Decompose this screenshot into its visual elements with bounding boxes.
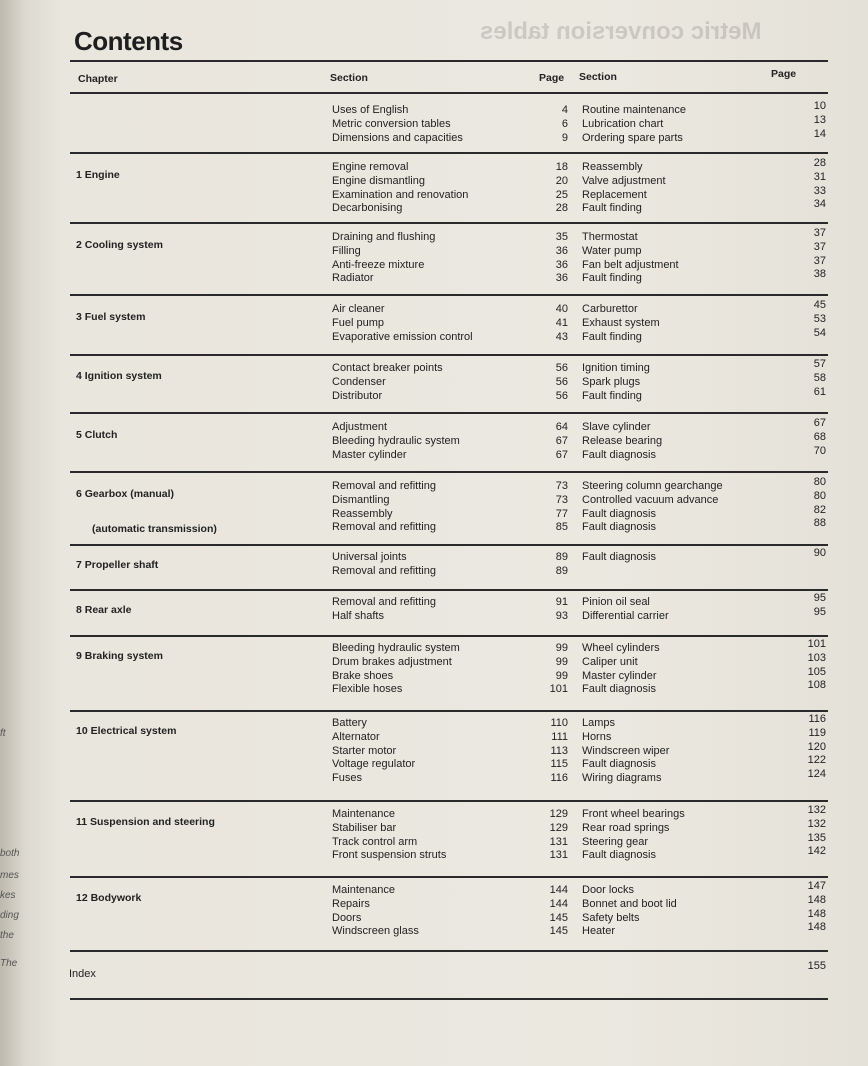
left-page-entry: 144: [549, 897, 568, 910]
chapter-title: 3 Fuel system: [76, 311, 146, 323]
left-page-entry: 115: [550, 758, 568, 771]
right-page-entry: 28: [813, 157, 826, 169]
right-page-entry: 132: [807, 817, 826, 830]
right-section-entry: Caliper unit: [582, 655, 638, 668]
right-page: [760, 100, 826, 141]
left-page-entry: 101: [549, 683, 568, 696]
left-section-entry: Air cleaner: [332, 303, 385, 315]
left-section-entry: Flexible hoses: [332, 683, 403, 696]
left-page-entry: 111: [551, 730, 568, 743]
chapter-title: 6 Gearbox (manual): [76, 488, 175, 500]
left-section-entry: Distributor: [332, 389, 383, 402]
right-page-entry: 132: [807, 804, 826, 816]
chapter-title: 11 Suspension and steering: [76, 816, 215, 828]
right-section: [582, 231, 679, 286]
left-section: [332, 808, 446, 863]
left-section-entry: Maintenance: [332, 884, 395, 896]
left-page-entry: 73: [555, 480, 568, 492]
left-page-entry: 91: [555, 596, 568, 608]
left-section-entry: Radiator: [332, 272, 374, 285]
right-page-entry: 37: [813, 240, 826, 253]
left-section-entry: Evaporative emission control: [332, 330, 473, 343]
bleed-fragment: both: [0, 848, 20, 859]
right-section-entry: Fault diagnosis: [582, 551, 656, 563]
left-page-entry: 28: [555, 202, 568, 215]
left-section-entry: Reassembly: [332, 507, 393, 520]
left-page: [532, 808, 568, 863]
left-page-entry: 36: [555, 244, 568, 257]
left-page-entry: 56: [555, 389, 568, 402]
left-section-entry: Filling: [332, 244, 361, 257]
left-page: [532, 362, 568, 403]
left-section: [332, 421, 460, 462]
left-section: [332, 480, 436, 535]
right-page-entry: 37: [813, 254, 826, 267]
right-section: [582, 551, 656, 565]
left-page-entry: 40: [555, 303, 568, 315]
right-section-entry: Front wheel bearings: [582, 808, 685, 820]
bleed-fragment: kes: [0, 890, 16, 901]
right-page-entry: 148: [807, 893, 826, 906]
bleed-fragment: mes: [0, 870, 19, 881]
left-page: [532, 480, 568, 535]
left-page-entry: 67: [555, 448, 568, 461]
left-page: [532, 884, 568, 939]
left-section-entry: Draining and flushing: [332, 231, 436, 243]
right-page-entry: 34: [813, 198, 826, 211]
chapter-rule: [70, 589, 828, 591]
right-section-entry: Bonnet and boot lid: [582, 897, 677, 910]
left-page: [532, 231, 568, 286]
right-page-entry: 70: [813, 444, 826, 457]
left-section-entry: Dimensions and capacities: [332, 131, 463, 144]
right-page-entry: 33: [813, 184, 826, 197]
chapter-rule: [70, 876, 828, 878]
right-section: [582, 362, 650, 403]
right-section: [582, 421, 662, 462]
right-section: [582, 161, 666, 216]
right-section: [582, 303, 660, 344]
left-section-entry: Maintenance: [332, 808, 395, 820]
right-page-entry: 38: [813, 268, 826, 281]
right-page-entry: 13: [813, 113, 826, 126]
right-section-entry: Pinion oil seal: [582, 596, 650, 608]
left-section-entry: Dismantling: [332, 493, 390, 506]
right-section-entry: Valve adjustment: [582, 174, 666, 187]
right-section-entry: Wheel cylinders: [582, 642, 660, 654]
left-section-entry: Stabiliser bar: [332, 821, 397, 834]
right-page: [760, 638, 826, 693]
left-page: [532, 642, 568, 697]
header-chapter: Chapter: [78, 73, 118, 85]
chapter-rule: [70, 950, 828, 952]
chapter-rule: [70, 544, 828, 546]
right-section-entry: Fault finding: [582, 202, 642, 215]
right-page-entry: 108: [807, 679, 826, 692]
right-page: [760, 358, 826, 399]
left-page-entry: 36: [555, 258, 568, 271]
right-section: [582, 480, 723, 535]
right-page-entry: 67: [813, 417, 826, 429]
left-section: [332, 642, 460, 697]
left-page-entry: 116: [550, 772, 568, 785]
left-page-entry: 20: [555, 174, 568, 187]
right-page-entry: 68: [813, 430, 826, 443]
left-page-entry: 89: [555, 564, 568, 577]
index-page: 155: [807, 960, 826, 972]
right-page-entry: 122: [807, 754, 826, 767]
right-section-entry: Ordering spare parts: [582, 131, 683, 144]
left-page-entry: 131: [549, 835, 568, 848]
right-page: [760, 592, 826, 620]
right-page-entry: 88: [813, 517, 826, 530]
right-page: [760, 713, 826, 782]
left-page-entry: 85: [555, 521, 568, 534]
right-page-entry: 61: [813, 385, 826, 398]
chapter-rule: [70, 635, 828, 637]
left-section-entry: Fuel pump: [332, 316, 384, 329]
right-section-entry: Replacement: [582, 188, 647, 201]
chapter-rule: [70, 412, 828, 414]
bleed-fragment: The: [0, 958, 18, 969]
right-section-entry: Controlled vacuum advance: [582, 493, 719, 506]
chapter-rule: [70, 294, 828, 296]
header-section-2: Section: [579, 71, 617, 83]
right-page-entry: 45: [813, 299, 826, 311]
left-page: [532, 596, 568, 624]
left-section-entry: Engine dismantling: [332, 174, 425, 187]
right-section-entry: Exhaust system: [582, 316, 660, 329]
left-section-entry: Voltage regulator: [332, 758, 416, 771]
chapter-subtitle: (automatic transmission): [92, 523, 217, 536]
right-section: [582, 808, 685, 863]
bleed-fragment: the: [0, 930, 14, 941]
right-page-entry: 95: [813, 592, 826, 604]
right-page: [760, 157, 826, 212]
left-section: [332, 303, 473, 344]
bleed-fragment: ding: [0, 910, 19, 921]
right-page-entry: 14: [813, 127, 826, 140]
right-page-entry: 120: [807, 740, 826, 753]
chapter-title: 8 Rear axle: [76, 604, 132, 616]
right-page-entry: 57: [813, 358, 826, 370]
left-section-entry: Decarbonising: [332, 202, 403, 215]
chapter-title: 2 Cooling system: [76, 239, 163, 251]
right-section-entry: Fault diagnosis: [582, 448, 656, 461]
chapter-rule: [70, 800, 828, 802]
left-section-entry: Windscreen glass: [332, 925, 419, 938]
right-section-entry: Spark plugs: [582, 375, 641, 388]
right-section-entry: Fault diagnosis: [582, 758, 656, 771]
bleed-fragment: ft: [0, 728, 6, 739]
left-page-entry: 99: [555, 642, 568, 654]
right-page-entry: 116: [808, 713, 826, 725]
right-page: [760, 880, 826, 935]
right-page-entry: 58: [813, 371, 826, 384]
chapter-title: 10 Electrical system: [76, 725, 177, 737]
left-section: [332, 884, 419, 939]
right-section-entry: Door locks: [582, 884, 634, 896]
right-section: [582, 717, 669, 786]
right-page: [760, 417, 826, 458]
right-section-entry: Horns: [582, 730, 612, 743]
right-section-entry: Ignition timing: [582, 362, 650, 374]
show-through-text: Metric conversion tables: [480, 18, 762, 45]
left-page: [532, 161, 568, 216]
left-page-entry: 110: [550, 717, 568, 729]
left-section-entry: Doors: [332, 911, 362, 924]
chapter-rule: [70, 471, 828, 473]
left-section-entry: Engine removal: [332, 161, 409, 173]
left-page: [532, 421, 568, 462]
right-page: [760, 804, 826, 859]
left-section-entry: Condenser: [332, 375, 386, 388]
left-section-entry: Examination and renovation: [332, 188, 469, 201]
right-page: [760, 476, 826, 531]
chapter-title: 4 Ignition system: [76, 370, 162, 382]
left-page-entry: 131: [549, 849, 568, 862]
header-section: Section: [330, 72, 368, 84]
left-page: [532, 104, 568, 145]
right-section-entry: Fault diagnosis: [582, 849, 656, 862]
left-section-entry: Anti-freeze mixture: [332, 258, 425, 271]
right-page-entry: 53: [813, 312, 826, 325]
right-section-entry: Steering column gearchange: [582, 480, 723, 492]
left-page-entry: 99: [555, 655, 568, 668]
left-section: [332, 104, 463, 145]
left-section-entry: Bleeding hydraulic system: [332, 434, 460, 447]
right-page-entry: 119: [808, 726, 826, 739]
right-page-entry: 37: [813, 227, 826, 239]
right-section: [582, 104, 686, 145]
left-section-entry: Universal joints: [332, 551, 407, 563]
chapter-rule: [70, 354, 828, 356]
left-page-entry: 144: [549, 884, 568, 896]
right-page-entry: 103: [807, 651, 826, 664]
left-section: [332, 717, 415, 786]
left-page-entry: 56: [555, 362, 568, 374]
right-section-entry: Thermostat: [582, 231, 638, 243]
left-section-entry: Starter motor: [332, 744, 397, 757]
right-page-entry: 80: [813, 476, 826, 488]
right-section-entry: Carburettor: [582, 303, 638, 315]
right-page-entry: 105: [807, 665, 826, 678]
right-section: [582, 596, 669, 624]
left-page-entry: 43: [555, 330, 568, 343]
left-section-entry: Metric conversion tables: [332, 117, 451, 130]
left-section-entry: Bleeding hydraulic system: [332, 642, 460, 654]
right-page-entry: 148: [807, 907, 826, 920]
left-section-entry: Removal and refitting: [332, 480, 436, 492]
left-page-entry: 67: [555, 434, 568, 447]
right-page-entry: 95: [813, 605, 826, 618]
bottom-rule: [70, 998, 828, 1000]
left-section-entry: Removal and refitting: [332, 521, 436, 534]
right-section-entry: Fault finding: [582, 389, 642, 402]
left-page-entry: 41: [555, 316, 568, 329]
right-page-entry: 101: [807, 638, 826, 650]
left-page-entry: 129: [549, 821, 568, 834]
right-section-entry: Fault diagnosis: [582, 507, 656, 520]
left-section: [332, 231, 435, 286]
right-section-entry: Differential carrier: [582, 609, 669, 622]
left-page: [532, 303, 568, 344]
right-page-entry: 10: [813, 100, 826, 112]
right-page-entry: 54: [813, 326, 826, 339]
left-page-entry: 93: [555, 609, 568, 622]
left-page-entry: 64: [555, 421, 568, 433]
page-title: Contents: [74, 26, 183, 56]
left-page-entry: 145: [549, 925, 568, 938]
chapter-rule: [70, 152, 828, 154]
left-page-entry: 73: [555, 493, 568, 506]
right-section-entry: Rear road springs: [582, 821, 670, 834]
right-section-entry: Steering gear: [582, 835, 649, 848]
right-page-entry: 142: [807, 845, 826, 858]
left-section-entry: Uses of English: [332, 104, 409, 116]
left-section-entry: Contact breaker points: [332, 362, 443, 374]
right-section-entry: Slave cylinder: [582, 421, 651, 433]
left-page: [532, 551, 568, 579]
chapter-title: 9 Braking system: [76, 650, 163, 662]
right-section-entry: Routine maintenance: [582, 104, 686, 116]
left-page-entry: 6: [561, 117, 568, 130]
left-page-entry: 129: [549, 808, 568, 820]
left-section-entry: Alternator: [332, 730, 380, 743]
right-section-entry: Release bearing: [582, 434, 663, 447]
left-page-entry: 25: [555, 188, 568, 201]
chapter-title: 5 Clutch: [76, 429, 118, 441]
left-page-entry: 89: [555, 551, 568, 563]
right-section-entry: Fan belt adjustment: [582, 258, 679, 271]
left-section-entry: Removal and refitting: [332, 596, 436, 608]
right-section-entry: Water pump: [582, 244, 642, 257]
left-section-entry: Track control arm: [332, 835, 418, 848]
left-page-entry: 18: [555, 161, 568, 173]
left-section: [332, 161, 468, 216]
chapter-title: 7 Propeller shaft: [76, 559, 159, 571]
left-section-entry: Repairs: [332, 897, 370, 910]
right-section: [582, 642, 660, 697]
left-section-entry: Front suspension struts: [332, 849, 447, 862]
left-section-entry: Fuses: [332, 772, 362, 785]
header-rule: [70, 92, 828, 94]
header-page-2: Page: [771, 68, 797, 80]
right-page-entry: 135: [807, 831, 826, 844]
right-page-entry: 148: [807, 921, 826, 934]
title-rule: [70, 60, 828, 62]
chapter-title: 12 Bodywork: [76, 892, 142, 904]
left-section-entry: Drum brakes adjustment: [332, 655, 452, 668]
left-section-entry: Brake shoes: [332, 669, 394, 682]
header-page: Page: [539, 72, 565, 84]
left-page-entry: 113: [550, 744, 568, 757]
right-section-entry: Fault finding: [582, 272, 642, 285]
right-page-entry: 80: [813, 489, 826, 502]
left-page-entry: 36: [555, 272, 568, 285]
right-section-entry: Fault finding: [582, 330, 642, 343]
left-section: [332, 596, 436, 624]
right-section-entry: Fault diagnosis: [582, 521, 656, 534]
right-section: [582, 884, 677, 939]
right-page-entry: 82: [813, 503, 826, 516]
right-page: [760, 547, 826, 561]
right-section-entry: Lamps: [582, 717, 616, 729]
right-section-entry: Heater: [582, 925, 616, 938]
right-section-entry: Reassembly: [582, 161, 643, 173]
right-page-entry: 90: [813, 547, 826, 559]
right-section-entry: Fault diagnosis: [582, 683, 656, 696]
left-section: [332, 551, 436, 579]
left-page-entry: 145: [549, 911, 568, 924]
chapter-rule: [70, 710, 828, 712]
left-page-entry: 56: [555, 375, 568, 388]
right-section-entry: Safety belts: [582, 911, 640, 924]
right-page-entry: 31: [813, 170, 826, 183]
left-page-entry: 77: [555, 507, 568, 520]
left-section-entry: Adjustment: [332, 421, 388, 433]
right-section-entry: Lubrication chart: [582, 117, 664, 130]
chapter-title: 1 Engine: [76, 169, 120, 181]
left-section-entry: Half shafts: [332, 609, 384, 622]
left-section-entry: Master cylinder: [332, 448, 407, 461]
index-label: Index: [69, 968, 96, 980]
right-page: [760, 227, 826, 282]
left-page-entry: 35: [555, 231, 568, 243]
left-page-entry: 4: [561, 104, 568, 116]
left-section-entry: Battery: [332, 717, 367, 729]
left-page-entry: 9: [561, 131, 568, 144]
right-section-entry: Windscreen wiper: [582, 744, 670, 757]
right-section-entry: Wiring diagrams: [582, 772, 662, 785]
left-page: [532, 717, 568, 786]
left-page-entry: 99: [555, 669, 568, 682]
left-section: [332, 362, 443, 403]
right-page-entry: 147: [807, 880, 826, 892]
left-section-entry: Removal and refitting: [332, 564, 436, 577]
right-section-entry: Master cylinder: [582, 669, 657, 682]
chapter-rule: [70, 222, 828, 224]
right-page-entry: 124: [807, 768, 826, 781]
right-page: [760, 299, 826, 340]
